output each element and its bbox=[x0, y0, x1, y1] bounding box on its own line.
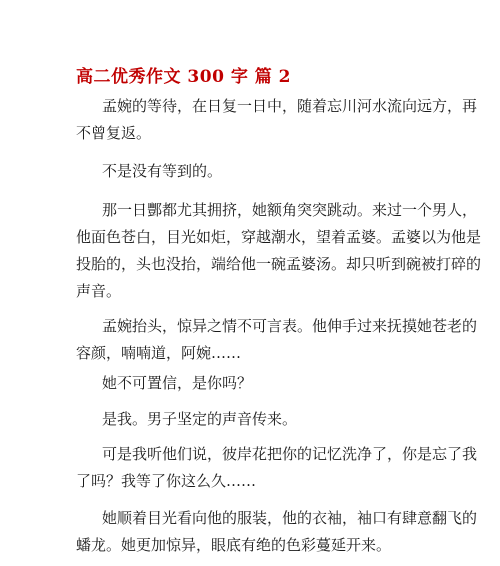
paragraph-line: 孟婉抬头，惊异之情不可言表。他伸手过来抚摸她苍老的 bbox=[102, 317, 478, 335]
paragraph-line: 不是没有等到的。 bbox=[102, 162, 223, 180]
paragraph-1 bbox=[76, 93, 478, 147]
paragraph-5 bbox=[76, 370, 421, 397]
paragraph-8 bbox=[76, 505, 478, 559]
paragraph-line: 声音。 bbox=[76, 282, 122, 300]
paragraph-line: 是我。男子坚定的声音传来。 bbox=[102, 410, 298, 428]
paragraph-line: 她顺着目光看向他的服装，他的衣袖，袖口有肆意翻飞的 bbox=[102, 509, 478, 527]
paragraph-line: 那一日酆都尤其拥挤，她额角突突跳动。来过一个男人， bbox=[102, 201, 478, 219]
paragraph-line: 不曾复返。 bbox=[76, 124, 152, 142]
paragraph-6 bbox=[76, 406, 421, 433]
document-title: 高二优秀作文 300 字 篇 2 bbox=[76, 67, 291, 87]
paragraph-7 bbox=[76, 441, 478, 495]
paragraph-line: 她不可置信，是你吗？ bbox=[102, 374, 253, 392]
paragraph-line: 容颜，喃喃道，阿婉…… bbox=[76, 344, 242, 362]
paragraph-line: 了吗？我等了你这么久…… bbox=[76, 472, 257, 490]
paragraph-line: 可是我听他们说，彼岸花把你的记忆洗净了，你是忘了我 bbox=[102, 445, 478, 463]
paragraph-line: 蟠龙。她更加惊异，眼底有绝的色彩蔓延开来。 bbox=[76, 536, 392, 554]
paragraph-line: 投胎的，头也没抬，端给他一碗孟婆汤。却只听到碗被打碎的 bbox=[76, 255, 482, 273]
paragraph-4 bbox=[76, 313, 478, 367]
paragraph-3 bbox=[76, 197, 482, 305]
paragraph-line: 他面色苍白，目光如炬，穿越潮水，望着孟婆。孟婆以为他是 bbox=[76, 228, 482, 246]
paragraph-2 bbox=[76, 158, 421, 185]
paragraph-line: 孟婉的等待，在日复一日中，随着忘川河水流向远方，再 bbox=[102, 97, 478, 115]
